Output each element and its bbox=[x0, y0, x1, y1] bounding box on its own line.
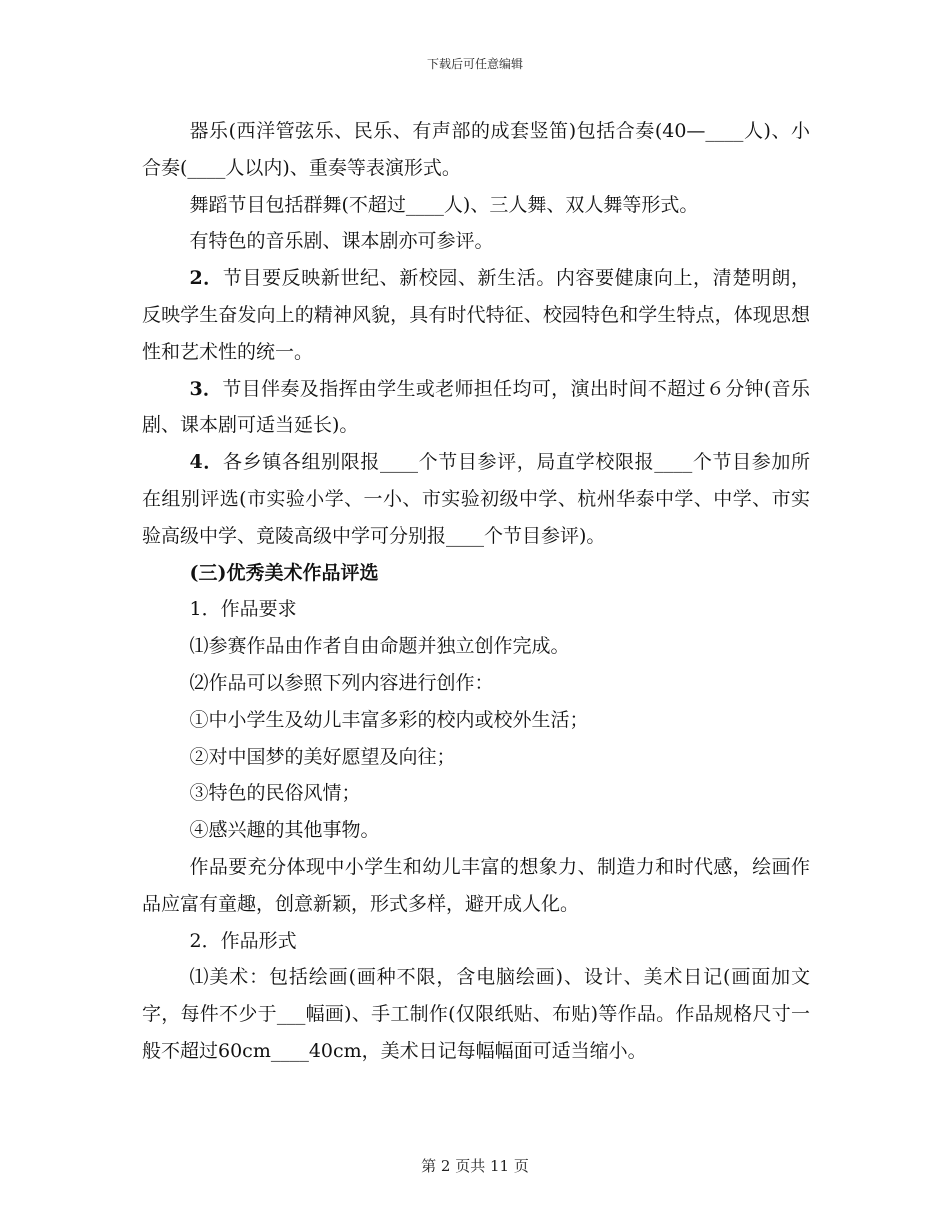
item-4-number: 4． bbox=[189, 451, 223, 474]
page-footer: 第 2 页共 11 页 bbox=[421, 1157, 529, 1175]
section-heading-art: (三)优秀美术作品评选 bbox=[189, 561, 379, 584]
requirement-1: ⑴参赛作品由作者自由命题并独立创作完成。 bbox=[189, 635, 570, 658]
item-3 bbox=[142, 371, 810, 445]
content-item-4: ④感兴趣的其他事物。 bbox=[189, 819, 380, 842]
item-4-text: 各乡镇各组别限报____个节目参评，局直学校限报____个节目参加所在组别评选(市实验小学、一小、市实验初级中学、杭州华泰中学、中学、市实验高级中学、竟陵高级中学可分别报____个节目参评)。 bbox=[142, 451, 810, 547]
item-4 bbox=[142, 444, 810, 554]
form-art: ⑴美术：包括绘画(画种不限，含电脑绘画)、设计、美术日记(画面加文字，每件不少于___幅画)、手工制作(仅限纸贴、布贴)等作品。作品规格尺寸一般不超过60cm____40cm，美术日记每幅幅面可适当缩小。 bbox=[142, 966, 810, 1062]
paragraph-dance: 舞蹈节目包括群舞(不超过____人)、三人舞、双人舞等形式。 bbox=[189, 193, 699, 216]
item-3-text: 节目伴奏及指挥由学生或老师担任均可，演出时间不超过６分钟(音乐剧、课本剧可适当延长)。 bbox=[142, 377, 810, 437]
item-2-text: 节目要反映新世纪、新校园、新生活。内容要健康向上，清楚明朗，反映学生奋发向上的精神风貌，具有时代特征、校园特色和学生特点，体现思想性和艺术性的统一。 bbox=[142, 267, 810, 363]
subheading-requirements: 1．作品要求 bbox=[189, 598, 297, 621]
content-item-1: ①中小学生及幼儿丰富多彩的校内或校外生活； bbox=[189, 708, 589, 731]
requirement-2: ⑵作品可以参照下列内容进行创作： bbox=[189, 671, 494, 694]
subheading-form: 2．作品形式 bbox=[189, 929, 297, 952]
content-item-3: ③特色的民俗风情； bbox=[189, 782, 361, 805]
item-3-number: 3． bbox=[189, 377, 223, 400]
item-2 bbox=[142, 260, 810, 370]
document-body bbox=[142, 113, 810, 1070]
requirement-summary: 作品要充分体现中小学生和幼儿丰富的想象力、制造力和时代感，绘画作品应富有童趣，创意新颖，形式多样，避开成人化。 bbox=[142, 855, 810, 915]
page-header: 下载后可任意编辑 bbox=[426, 57, 523, 71]
paragraph-instrumental: 器乐(西洋管弦乐、民乐、有声部的成套竖笛)包括合奏(40—____人)、小合奏(____人以内)、重奏等表演形式。 bbox=[142, 120, 810, 179]
paragraph-musical: 有特色的音乐剧、课本剧亦可参评。 bbox=[189, 230, 494, 253]
item-2-number: 2． bbox=[189, 267, 223, 290]
content-item-2: ②对中国梦的美好愿望及向往； bbox=[189, 745, 456, 768]
